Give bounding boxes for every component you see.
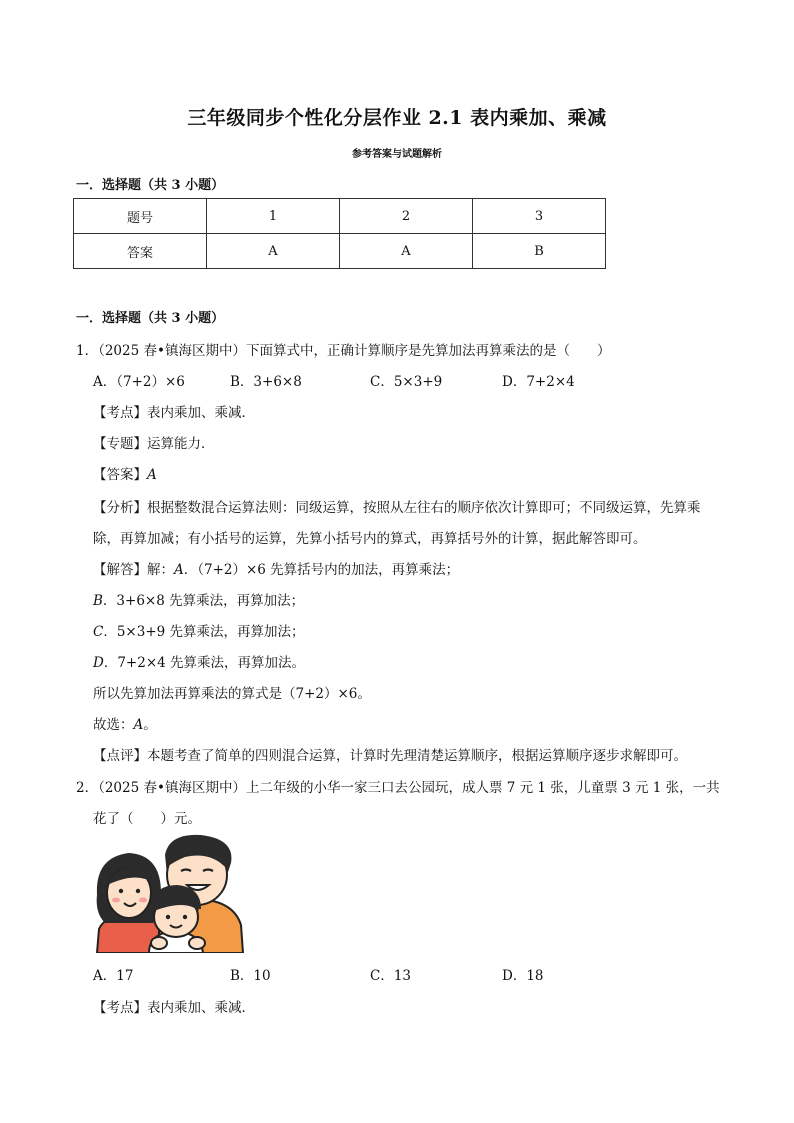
- q1-solution-d: [93, 651, 305, 671]
- solution-text: ．5×3+9 先算乘法，再算加法；: [103, 624, 305, 640]
- solution-text: ．7+2×4 先算乘法，再算加法。: [103, 655, 306, 671]
- question-2-stem-line-1: 2．（2025 春•镇海区期中）上二年级的小华一家三口去公园玩，成人票 7 元 1 张，儿童票 3 元 1 张，一共: [76, 780, 720, 796]
- option-letter: D: [93, 655, 104, 671]
- table-cell: 2: [340, 199, 473, 234]
- question-1-stem: 1．（2025 春•镇海区期中）下面算式中，正确计算顺序是先算加法再算乘法的是（ ）: [76, 343, 611, 359]
- table-cell: 3: [473, 199, 606, 234]
- q1-choice: [93, 713, 157, 733]
- q2-kaodian: 【考点】表内乘加、乘减．: [93, 1000, 255, 1016]
- q1-option-a: A．（7+2）×6: [93, 374, 185, 390]
- page-title: 三年级同步个性化分层作业 2.1 表内乘加、乘减: [187, 107, 607, 129]
- choice-end: 。: [143, 717, 157, 733]
- solution-text: ．（7+2）×6 先算括号内的加法，再算乘法；: [183, 562, 460, 578]
- q1-option-c: C．5×3+9: [370, 374, 443, 390]
- q1-answer: [93, 463, 157, 483]
- q1-analysis-line-2: 除，再算加减；有小括号的运算，先算小括号内的算式，再算括号外的计算，据此解答即可。: [93, 531, 647, 547]
- q1-solution-a: [93, 558, 459, 578]
- q2-option-c: C．13: [370, 968, 412, 984]
- q1-solution-c: [93, 620, 305, 640]
- option-letter: C: [93, 624, 104, 640]
- q1-conclusion: 所以先算加法再算乘法的算式是（7+2）×6。: [93, 686, 371, 702]
- q1-analysis-line-1: 【分析】根据整数混合运算法则：同级运算，按照从左往右的顺序依次计算即可；不同级运算，先算乘: [93, 500, 701, 516]
- choice-label: 故选：: [93, 717, 134, 733]
- table-cell: A: [340, 234, 473, 269]
- q1-option-b: B．3+6×8: [230, 374, 302, 390]
- section-heading-2: 一．选择题（共 3 小题）: [76, 311, 225, 326]
- solution-label: 【解答】解：: [93, 562, 174, 578]
- table-row: [74, 199, 606, 234]
- solution-text: ．3+6×8 先算乘法，再算加法；: [102, 593, 305, 609]
- q1-kaodian: 【考点】表内乘加、乘减．: [93, 405, 255, 421]
- answer-table: [73, 198, 606, 269]
- q1-zhuanti: 【专题】运算能力．: [93, 436, 215, 452]
- option-letter: B: [93, 593, 103, 609]
- q2-option-b: B．10: [230, 968, 271, 984]
- table-cell: B: [473, 234, 606, 269]
- answer-value: A: [147, 467, 157, 483]
- answer-label: 【答案】: [93, 467, 147, 483]
- table-cell: 1: [207, 199, 340, 234]
- q1-solution-b: [93, 589, 304, 609]
- table-cell: 答案: [74, 234, 207, 269]
- table-row: [74, 234, 606, 269]
- family-illustration: [93, 833, 245, 953]
- table-cell: 题号: [74, 199, 207, 234]
- q2-option-a: A．17: [93, 968, 134, 984]
- table-cell: A: [207, 234, 340, 269]
- option-letter: A: [174, 562, 184, 578]
- section-heading: 一．选择题（共 3 小题）: [76, 178, 225, 193]
- q1-option-d: D．7+2×4: [502, 374, 575, 390]
- q1-comment: 【点评】本题考查了简单的四则混合运算，计算时先理清楚运算顺序，根据运算顺序逐步求解即可。: [93, 748, 687, 764]
- choice-value: A: [133, 717, 144, 733]
- question-2-stem-line-2: 花了（ ）元。: [93, 811, 201, 827]
- q2-option-d: D．18: [502, 968, 544, 984]
- page-subtitle: 参考答案与试题解析: [352, 149, 442, 160]
